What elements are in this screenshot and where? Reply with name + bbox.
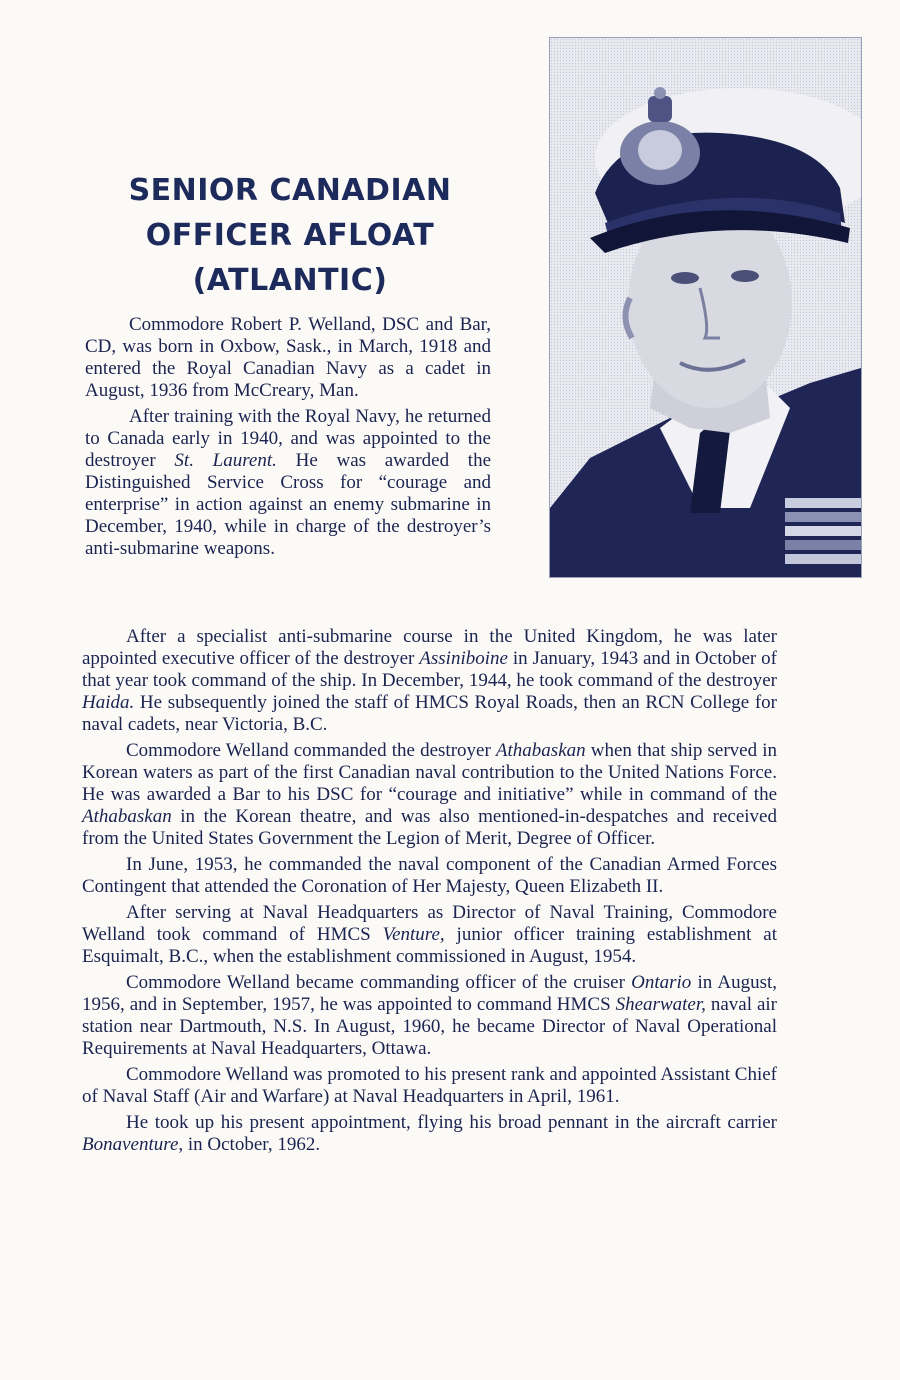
paragraph: He took up his present appointment, flying his broad pennant in the aircraft carrier Bonaventure, in October, 1962. — [82, 1112, 777, 1155]
title-line-3: (ATLANTIC) — [192, 263, 388, 298]
title-line-2: OFFICER AFLOAT — [145, 218, 435, 253]
paragraph: Commodore Robert P. Welland, DSC and Bar, CD, was born in Oxbow, Sask., in March, 1918 and entered the Royal Canadian Navy as a cadet in August, 1936 from McCreary, Man. — [85, 314, 491, 401]
ship-name: Assiniboine — [419, 648, 508, 669]
body-text — [82, 626, 777, 1160]
medal-ribbons — [785, 498, 861, 564]
paragraph: After serving at Naval Headquarters as Director of Naval Training, Commodore Welland took command of HMCS Venture, junior officer training establishment at Esquimalt, B.C., when the establishment commissioned in August, 1954. — [82, 902, 777, 967]
intro-text — [85, 314, 491, 564]
portrait-photo — [549, 37, 862, 578]
paragraph: After training with the Royal Navy, he returned to Canada early in 1940, and was appointed to the destroyer St. Laurent. He was awarded the Distinguished Service Cross for “courage and enterprise” in action against an enemy submarine in December, 1940, while in charge of the destroyer’s anti-submarine weapons. — [85, 406, 492, 559]
ship-name: St. Laurent. — [174, 450, 277, 471]
paragraph: Commodore Welland became commanding officer of the cruiser Ontario in August, 1956, and in September, 1957, he was appointed to command HMCS Shearwater, naval air station near Dartmouth, N.S. In August, 1960, he became Director of Naval Operational Requirements at Naval Headquarters, Ottawa. — [82, 972, 778, 1059]
ship-name: Bonaventure, — [82, 1134, 184, 1155]
portrait-illustration — [550, 38, 861, 577]
ship-name: Athabaskan — [82, 806, 172, 827]
ship-name: Haida. — [82, 692, 135, 713]
paragraph: Commodore Welland commanded the destroyer Athabaskan when that ship served in Korean waters as part of the first Canadian naval contribution to the United Nations Force. He was awarded a Bar to his DSC for “courage and initiative” while in command of the Athabaskan in the Korean theatre, and was also mentioned-in-despatches and received from the United States Government the Legion of Merit, Degree of Officer. — [82, 740, 777, 849]
ship-name: Venture, — [382, 924, 445, 945]
paragraph: After a specialist anti-submarine course in the United Kingdom, he was later appointed executive officer of the destroyer Assiniboine in January, 1943 and in October of that year took command of the ship. In December, 1944, he took command of the destroyer Haida. He subsequently joined the staff of HMCS Royal Roads, then an RCN College for naval cadets, near Victoria, B.C. — [82, 626, 777, 735]
title-line-1: SENIOR CANADIAN — [128, 173, 452, 208]
ship-name: Shearwater, — [615, 994, 706, 1015]
paragraph: Commodore Welland was promoted to his present rank and appointed Assistant Chief of Naval Staff (Air and Warfare) at Naval Headquarters in April, 1961. — [82, 1064, 777, 1107]
ship-name: Ontario — [631, 972, 692, 993]
page-title — [110, 168, 470, 303]
paragraph: In June, 1953, he commanded the naval component of the Canadian Armed Forces Contingent that attended the Coronation of Her Majesty, Queen Elizabeth II. — [82, 854, 777, 897]
ship-name: Athabaskan — [495, 740, 586, 761]
